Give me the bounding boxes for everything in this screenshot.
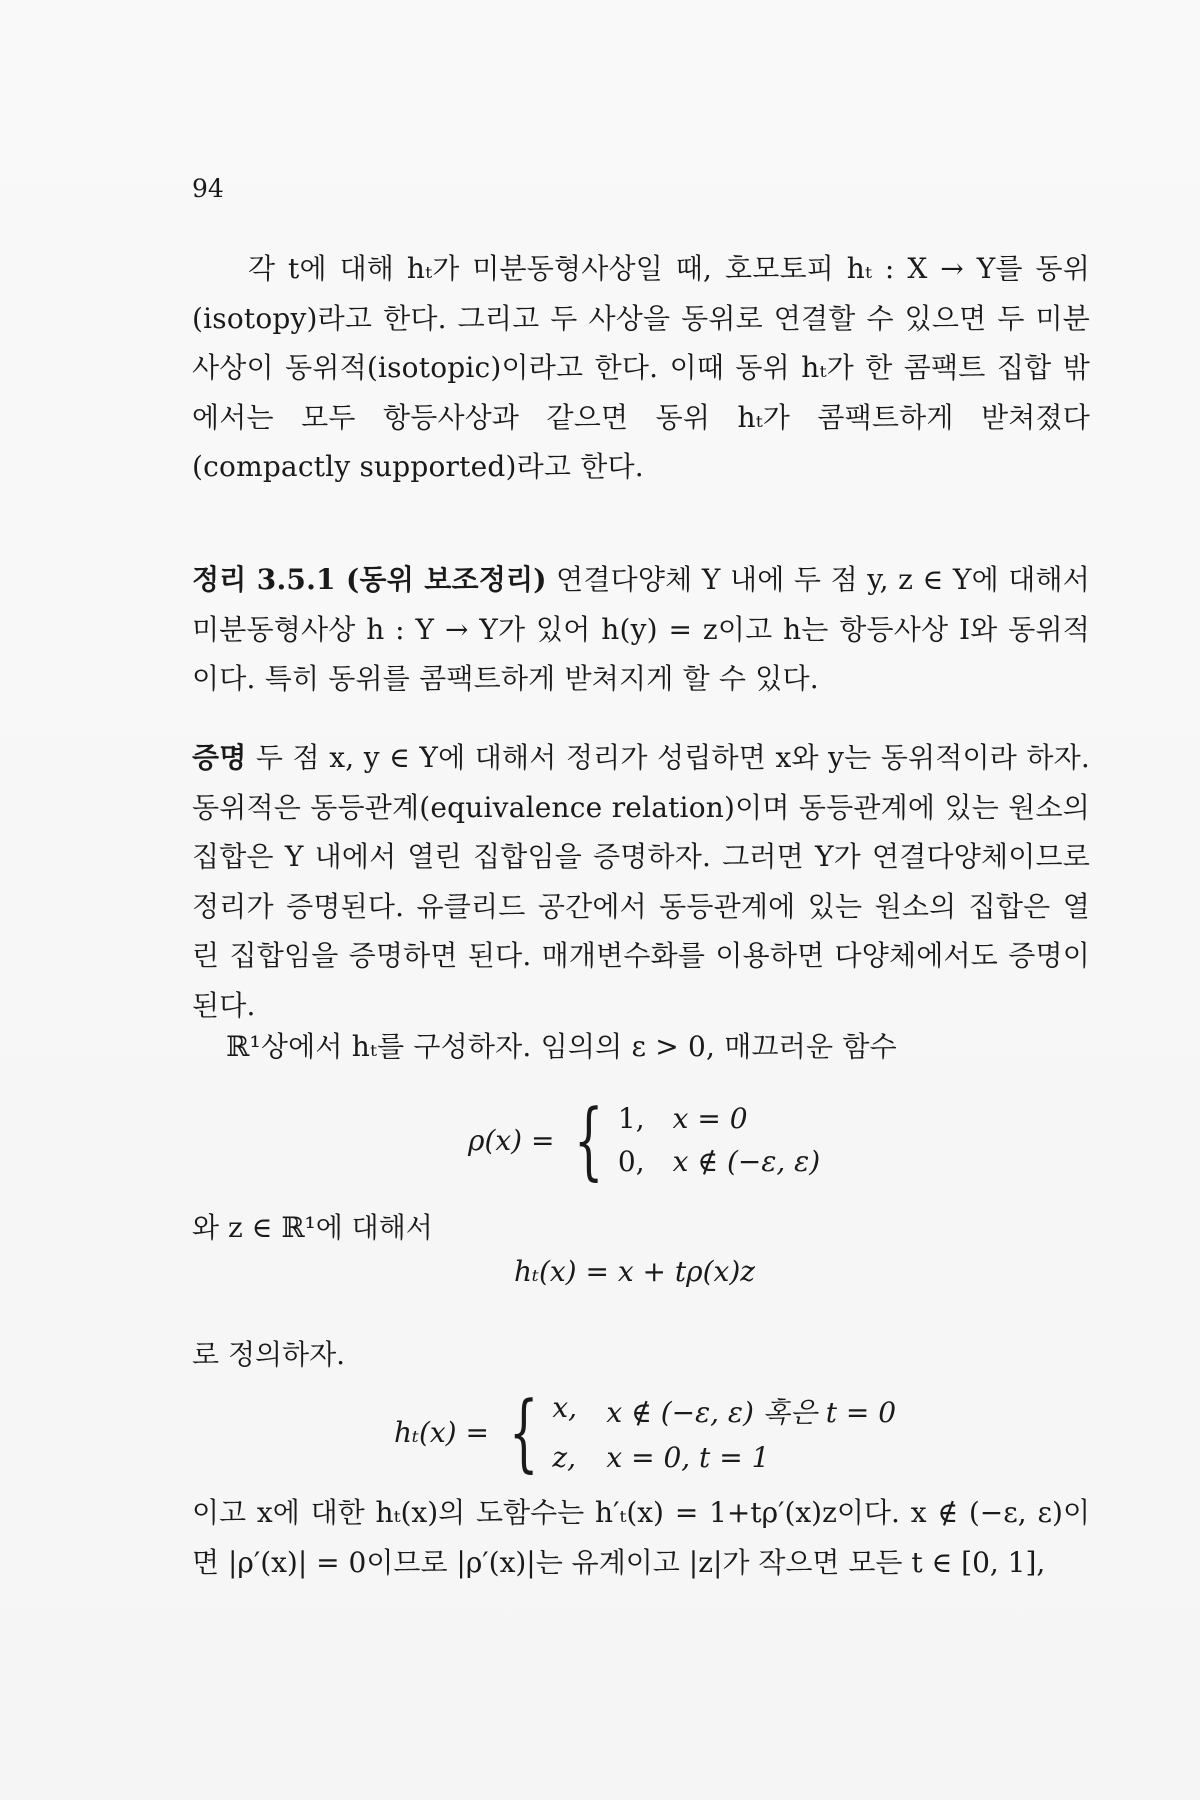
equation-h: hₜ(x) = x + tρ(x)z [514,1255,755,1288]
case-value: 1, [617,1102,645,1135]
line-for-z: 와 z ∈ ℝ¹에 대해서 [192,1211,433,1244]
case-value: x, [552,1390,578,1424]
equation-rho-cases [618,1102,820,1178]
case-condition: x = 0, t = 1 [606,1440,770,1474]
case-row [552,1391,896,1431]
equation-h-lhs: hₜ(x) = [394,1415,489,1449]
case-value: z, [552,1440,577,1474]
equation-rho-lhs: ρ(x) = [468,1123,555,1157]
paragraph-derivative: 이고 x에 대한 hₜ(x)의 도함수는 h′ₜ(x) = 1+tρ′(x)z이다. x ∉ (−ε, ε)이면 |ρ′(x)| = 0이므로 |ρ′(x)|는 유계이고 |z|가 작으면 모든 t ∈ [0, 1], [192,1496,1090,1579]
theorem-text: 연결다양체 Y 내에 두 점 y, z ∈ Y에 대해서 미분동형사상 h : Y → Y가 있어 h(y) = z이고 h는 항등사상 I와 동위적이다. 특히 동위를 콤팩트하게 받쳐지게 할 수 있다. [192,563,1091,695]
theorem-3-5-1 [192,555,1090,704]
proof-text: 두 점 x, y ∈ Y에 대해서 정리가 성립하면 x와 y는 동위적이라 하자. 동위적은 동등관계(equivalence relation)이며 동등관계에 있는 원소의 집합은 Y 내에서 열린 집합임을 증명하자. 그러면 Y가 연결다양체이므로 정리가 증명된다. 유클리드 공간에서 동등관계에 있는 원소의 집합은 열린 집합임을 증명하면 된다. 매개변수화를 이용하면 다양체에서도 증명이 된다. [192,741,1090,1022]
left-brace: { [508,1383,539,1481]
equation-rho [468,1091,821,1189]
paragraph-construction: ℝ¹상에서 hₜ를 구성하자. 임의의 ε > 0, 매끄러운 함수 [226,1030,897,1063]
left-brace: { [574,1091,604,1189]
proof-label: 증명 [192,741,247,774]
equation-h-cases [394,1383,897,1481]
case-condition: x ∉ (−ε, ε) 혹은 t = 0 [606,1395,897,1429]
case-value: 0, [617,1145,645,1178]
theorem-label: 정리 3.5.1 (동위 보조정리) [192,563,547,596]
case-condition: x ∉ (−ε, ε) [672,1145,821,1178]
equation-h-cases-list [552,1391,896,1474]
proof-block [192,733,1090,1030]
case-row [618,1102,820,1135]
case-row [552,1441,896,1474]
case-row [618,1145,820,1178]
case-condition: x = 0 [672,1102,748,1135]
paragraph-isotopy-definition: 각 t에 대해 hₜ가 미분동형사상일 때, 호모토피 hₜ : X → Y를 동위(isotopy)라고 한다. 그리고 두 사상을 동위로 연결할 수 있으면 두 미분사상이 동위적(isotopic)이라고 한다. 이때 동위 hₜ가 한 콤팩트 집합 밖에서는 모두 항등사상과 같으면 동위 hₜ가 콤팩트하게 받쳐졌다(compactly supported)라고 한다. [192,252,1090,483]
line-define: 로 정의하자. [192,1338,346,1371]
page-number: 94 [192,174,224,203]
